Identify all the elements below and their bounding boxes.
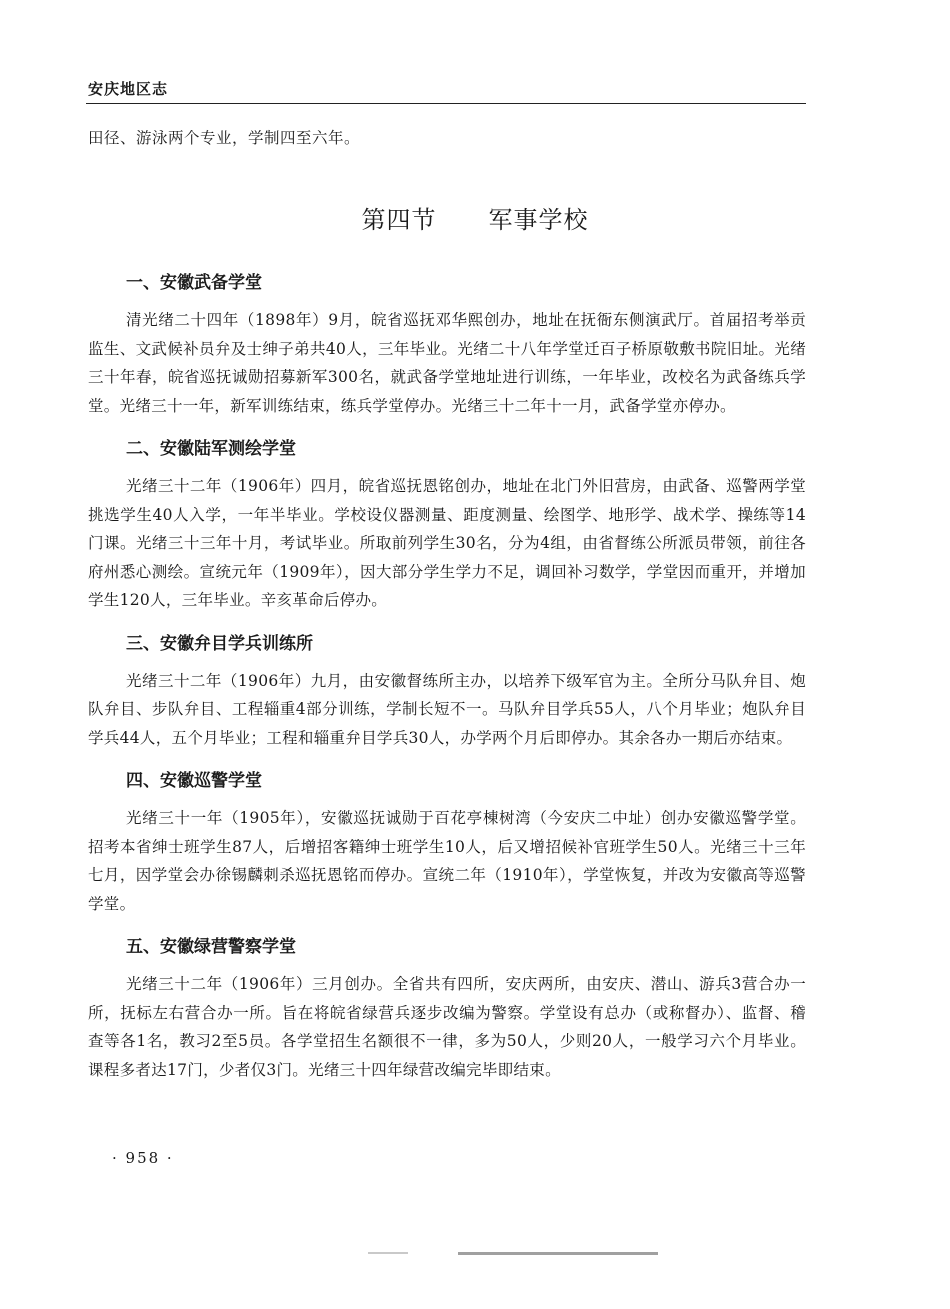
entry-heading: 一、安徽武备学堂 (126, 273, 262, 293)
entry-paragraph: 光绪三十二年（1906年）九月，由安徽督练所主办，以培养下级军官为主。全所分马队弁目、炮队弁目、步队弁目、工程辎重4部分训练，学制长短不一。马队弁目学兵55人，八个月毕业；炮队弁目学兵44人，五个月毕业；工程和辎重弁目学兵30人，办学两个月后即停办。其余各办一期后亦结束。 (88, 671, 806, 747)
continuation-text: 田径、游泳两个专业，学制四至六年。 (88, 129, 361, 147)
entry-heading: 五、安徽绿营警察学堂 (126, 937, 296, 957)
entry-paragraph: 光绪三十一年（1905年），安徽巡抚诚勋于百花亭棟树湾（今安庆二中址）创办安徽巡警学堂。招考本省绅士班学生87人，后增招客籍绅士班学生10人，后又增招候补官班学生50人。光绪三十三年七月，因学堂会办徐锡麟刺杀巡抚恩铭而停办。宣统二年（1910年），学堂恢复，并改为安徽高等巡警学堂。 (88, 809, 806, 913)
entry-paragraph: 光绪三十二年（1906年）三月创办。全省共有四所，安庆两所，由安庆、潜山、游兵3营合办一所，抚标左右营合办一所。旨在将皖省绿营兵逐步改编为警察。学堂设有总办（或称督办）、监督、稽查等各1名，教习2至5员。各学堂招生名额很不一律，多为50人，少则20人，一般学习六个月毕业。课程多者达17门，少者仅3门。光绪三十四年绿营改编完毕即结束。 (88, 975, 806, 1079)
section-title (0, 200, 950, 235)
scan-artifact (458, 1252, 658, 1255)
entry-heading: 三、安徽弁目学兵训练所 (126, 633, 313, 654)
entry-paragraph: 清光绪二十四年（1898年）9月，皖省巡抚邓华熙创办，地址在抚衙东侧演武厅。首届招考举贡监生、文武候补员弁及士绅子弟共40人，三年毕业。光绪二十八年学堂迁百子桥原敬敷书院旧址。光绪三十年春，皖省巡抚诚勋招募新军300名，就武备学堂地址进行训练，一年毕业，改校名为武备练兵学堂。光绪三十一年，新军训练结束，练兵学堂停办。光绪三十二年十一月，武备学堂亦停办。 (88, 311, 806, 415)
article-body (88, 268, 806, 1098)
scan-artifact (368, 1252, 408, 1254)
header-rule (86, 103, 806, 104)
section-number: 第四节 (361, 206, 437, 234)
entry-paragraph: 光绪三十二年（1906年）四月，皖省巡抚恩铭创办，地址在北门外旧营房，由武备、巡警两学堂挑选学生40人入学，一年半毕业。学校设仪器测量、距度测量、绘图学、地形学、战术学、操练等14门课。光绪三十三年十月，考试毕业。所取前列学生30名，分为4组，由省督练公所派员带领，前往各府州悉心测绘。宣统元年（1909年），因大部分学生学力不足，调回补习数学，学堂因而重开，并增加学生120人，三年毕业。辛亥革命后停办。 (88, 477, 806, 609)
entry-heading: 四、安徽巡警学堂 (126, 771, 262, 791)
section-title-text: 军事学校 (488, 206, 589, 234)
page-number: · 958 · (112, 1149, 174, 1167)
running-head: 安庆地区志 (88, 80, 169, 98)
entry-heading: 二、安徽陆军测绘学堂 (126, 439, 296, 459)
